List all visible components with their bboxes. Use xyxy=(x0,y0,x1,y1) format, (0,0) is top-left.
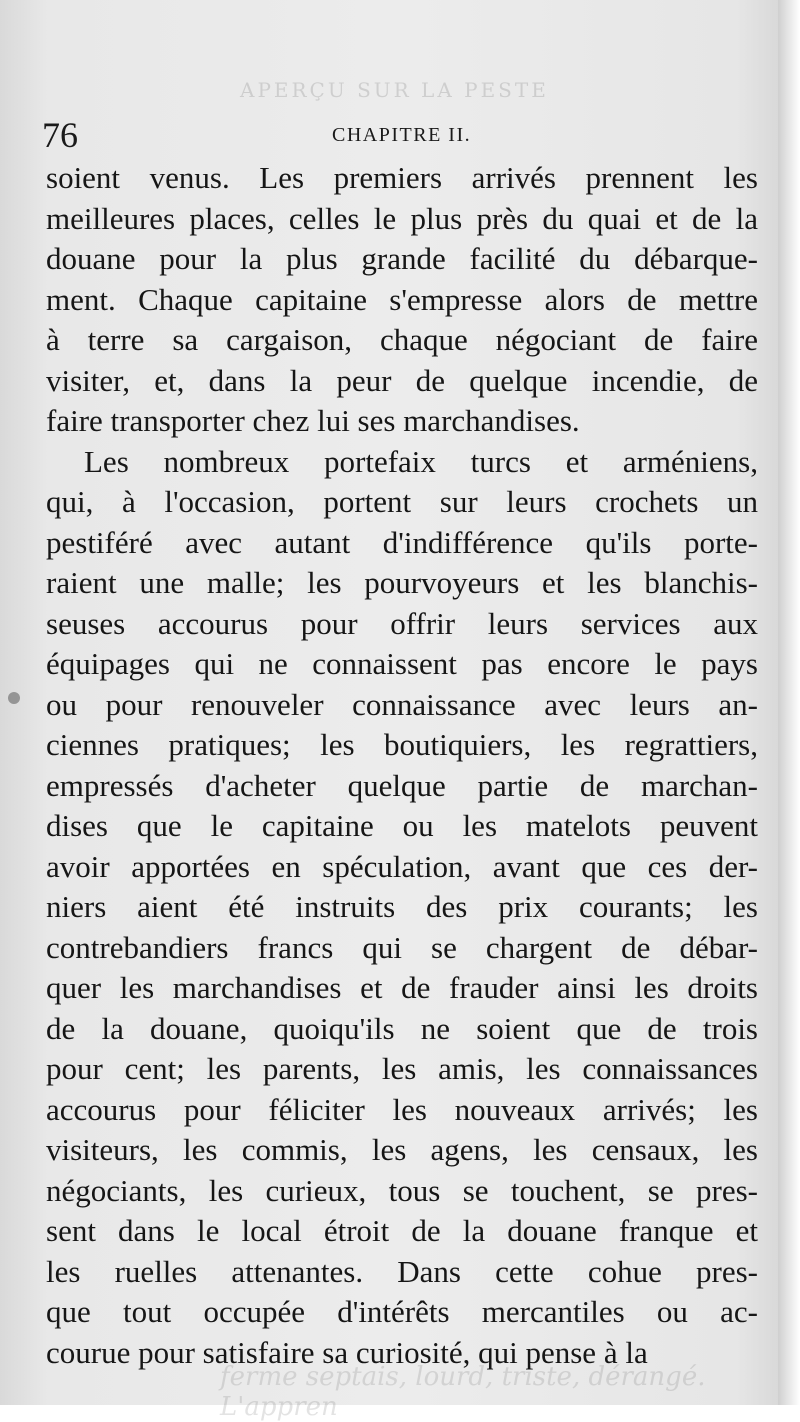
text-line: équipages qui ne connaissent pas encore le pays xyxy=(46,646,758,681)
text-line: empressés d'acheter quelque partie de marchan- xyxy=(46,767,758,803)
text-line: courue pour satisfaire sa curiosité, qui pense à la xyxy=(46,1334,648,1370)
text-line: négociants, les curieux, tous se touchent, se pres- xyxy=(46,1172,758,1208)
page-header xyxy=(42,114,762,158)
page-number: 76 xyxy=(42,115,78,155)
text-line: ment. Chaque capitaine s'empresse alors de mettre xyxy=(46,281,758,317)
text-line: sent dans le local étroit de la douane franque et xyxy=(46,1213,758,1248)
text-line: que tout occupée d'intérêts mercantiles ou ac- xyxy=(46,1294,758,1329)
text-line: Les nombreux portefaix turcs et arméniens, xyxy=(84,443,758,479)
text-line: soient venus. Les premiers arrivés prennent les xyxy=(46,160,758,195)
text-line: visiter, et, dans la peur de quelque incendie, de xyxy=(46,362,758,398)
text-line: ou pour renouveler connaissance avec leurs an- xyxy=(46,686,758,722)
text-line: meilleures places, celles le plus près du quai et de la xyxy=(46,200,758,236)
text-line: pestiféré avec autant d'indifférence qu'ils porte- xyxy=(46,524,758,560)
text-line: raient une malle; les pourvoyeurs et les blanchis- xyxy=(46,565,758,600)
body-text xyxy=(46,158,758,1373)
page-edge xyxy=(778,0,800,1405)
text-line: douane pour la plus grande facilité du débarque- xyxy=(46,241,758,276)
bleed-through-top: APERÇU SUR LA PESTE xyxy=(240,78,549,102)
text-line: les ruelles attenantes. Dans cette cohue pres- xyxy=(46,1253,758,1289)
bleed-through-bottom: ferme septais, lourd, triste, dérangé. L'appren xyxy=(220,1362,706,1422)
text-line: pour cent; les parents, les amis, les connaissances xyxy=(46,1051,758,1086)
text-line: contrebandiers francs qui se chargent de débar- xyxy=(46,929,758,965)
text-line: quer les marchandises et de frauder ainsi les droits xyxy=(46,970,758,1005)
text-line: à terre sa cargaison, chaque négociant de faire xyxy=(46,322,758,357)
running-head: CHAPITRE II. xyxy=(332,124,472,146)
text-line: faire transporter chez lui ses marchandises. xyxy=(46,403,580,438)
text-line: accourus pour féliciter les nouveaux arrivés; les xyxy=(46,1091,758,1127)
text-line: ciennes pratiques; les boutiquiers, les regrattiers, xyxy=(46,727,758,762)
ink-spot xyxy=(8,692,20,704)
text-line: dises que le capitaine ou les matelots peuvent xyxy=(46,808,758,843)
text-line: qui, à l'occasion, portent sur leurs crochets un xyxy=(46,484,758,519)
text-line: seuses accourus pour offrir leurs services aux xyxy=(46,605,758,641)
text-line: niers aient été instruits des prix courants; les xyxy=(46,889,758,924)
text-line: avoir apportées en spéculation, avant que ces der- xyxy=(46,848,758,884)
text-line: de la douane, quoiqu'ils ne soient que de trois xyxy=(46,1010,758,1046)
text-line: visiteurs, les commis, les agens, les censaux, les xyxy=(46,1132,758,1167)
